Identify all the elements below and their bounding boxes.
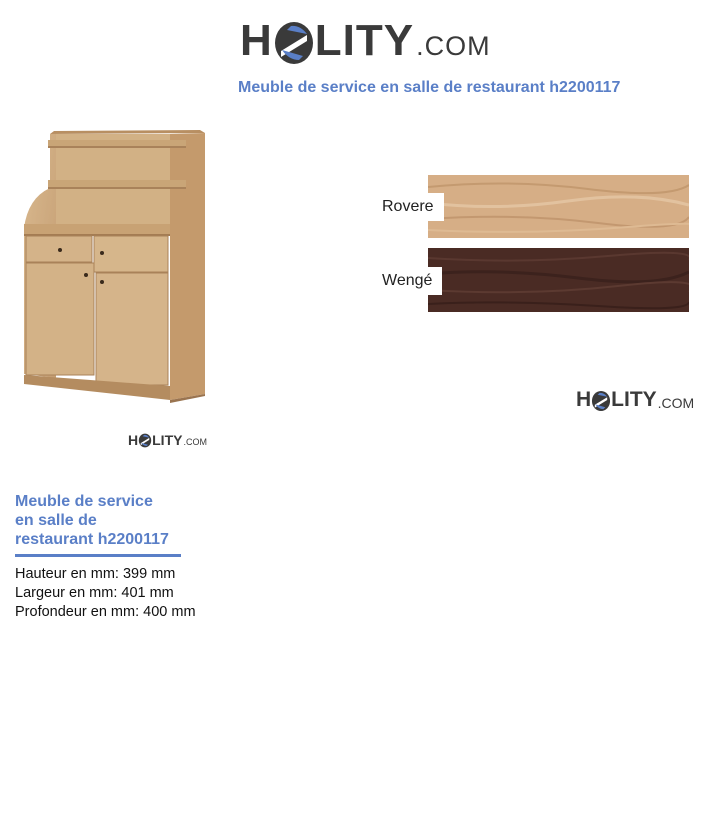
rovere-wood-texture [428,175,689,238]
spec-depth: Profondeur en mm: 400 mm [15,604,196,620]
product-title-line: Meuble de service [15,493,153,510]
logo-letter-h: H [576,388,592,411]
wenge-wood-texture [428,248,689,312]
logo-text-lity: LITY [611,388,657,411]
logo-o-icon [138,433,152,448]
logo-o-icon [273,20,315,66]
product-title-line: en salle de [15,512,97,529]
finish-swatch-rovere [428,175,689,238]
product-title-line: restaurant h2200117 [15,531,169,548]
logo-domain: .COM [657,395,695,411]
holity-logo-small [128,432,207,448]
spec-height: Hauteur en mm: 399 mm [15,566,176,582]
finish-swatch-wenge [428,248,689,312]
logo-text-lity: LITY [152,432,183,448]
logo-domain: .COM [416,31,491,61]
finish-label-rovere: Rovere [380,193,444,221]
spec-width: Largeur en mm: 401 mm [15,585,174,601]
page-title: Meuble de service en salle de restaurant h2200117 [238,79,621,96]
finish-label-wenge: Wengé [380,267,442,295]
title-divider [15,554,181,557]
logo-letter-h: H [240,16,273,65]
product-title [15,492,185,549]
product-image [20,128,210,406]
holity-logo-mid [576,388,694,412]
logo-text-lity: LITY [314,16,415,65]
logo-letter-h: H [128,432,139,448]
logo-o-icon [591,390,611,412]
holity-logo[interactable] [240,14,491,66]
product-specs [15,565,196,622]
logo-domain: .COM [183,437,207,447]
